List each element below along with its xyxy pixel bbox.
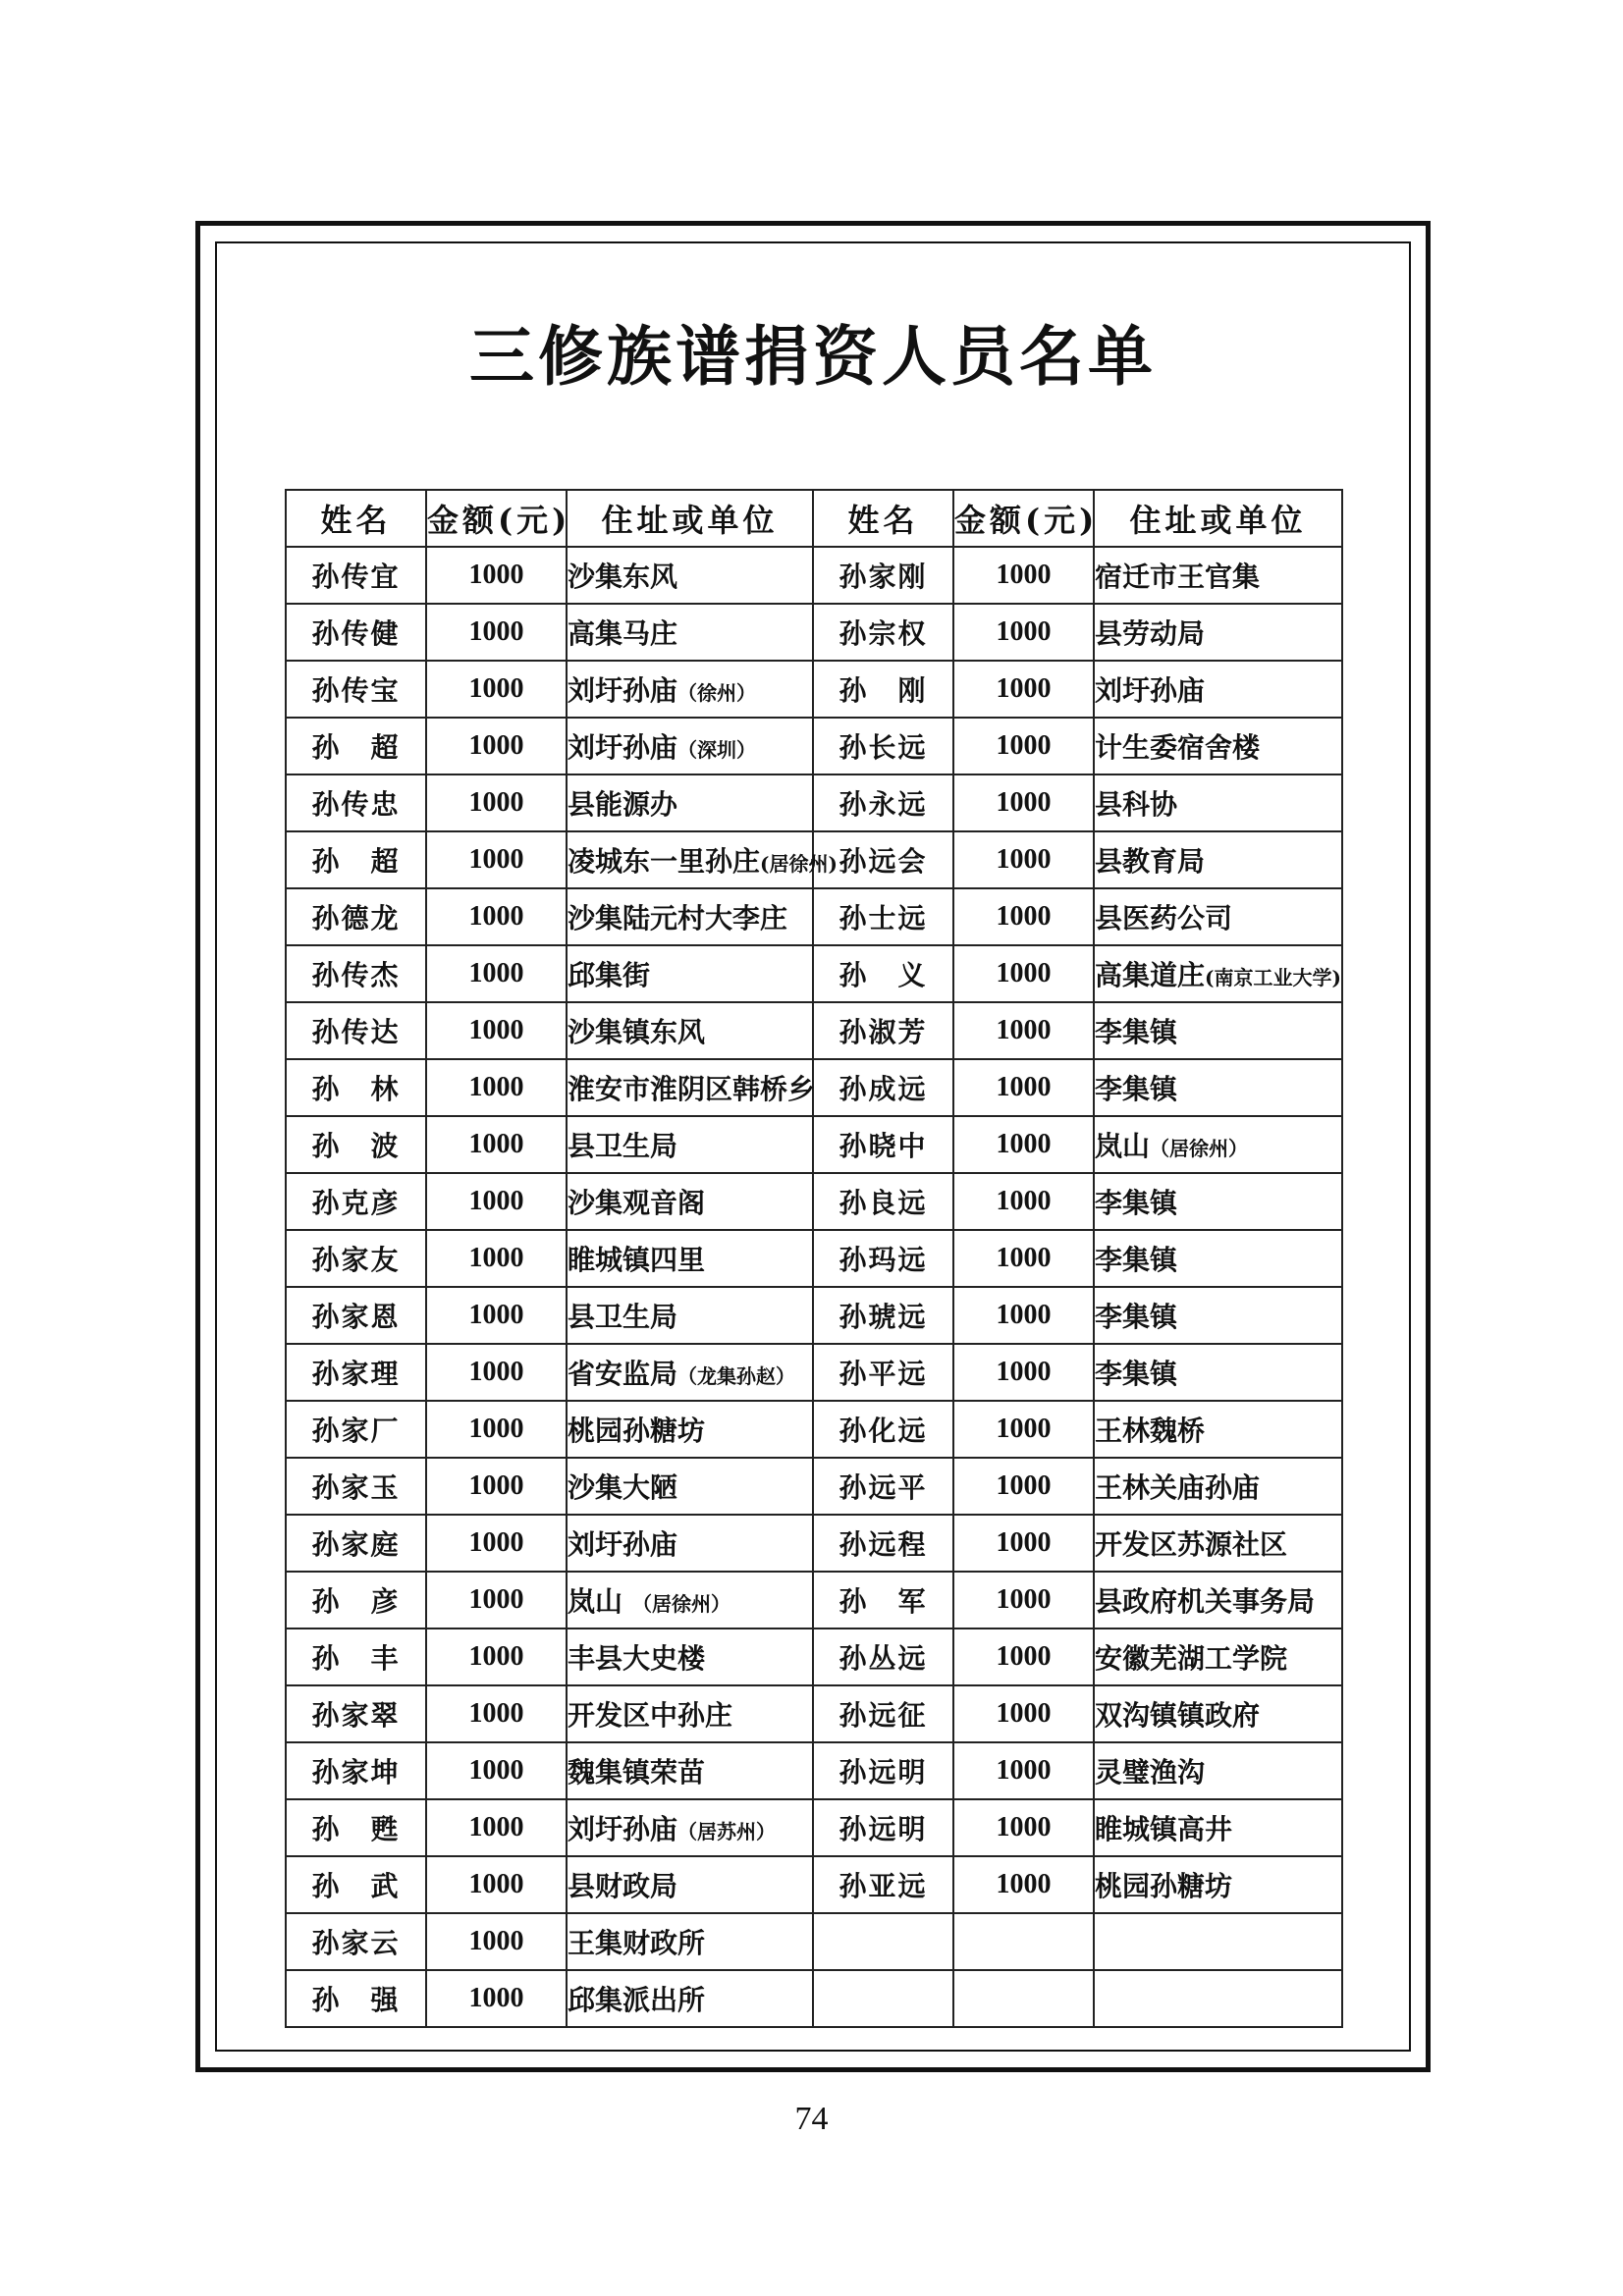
table-row [286, 1572, 1342, 1629]
donation-amount: 1000 [953, 1458, 1094, 1515]
donation-amount: 1000 [426, 547, 567, 604]
donor-name: 孙玛远 [813, 1230, 953, 1287]
donor-name: 孙传宜 [286, 547, 426, 604]
address-text: 高集道庄 [1095, 959, 1206, 991]
address-text: 刘圩孙庙 [568, 1528, 678, 1561]
address-text: 李集镇 [1095, 1187, 1178, 1219]
table-row [286, 604, 1342, 661]
donor-name: 孙化远 [813, 1401, 953, 1458]
donor-address [567, 1799, 813, 1856]
table-row [286, 945, 1342, 1002]
donor-name: 孙传宝 [286, 661, 426, 718]
donor-name: 孙 甦 [286, 1799, 426, 1856]
donor-name: 孙远程 [813, 1515, 953, 1572]
donor-name: 孙德龙 [286, 888, 426, 945]
donor-table [285, 489, 1343, 2028]
address-text: 李集镇 [1095, 1358, 1178, 1390]
table-row [286, 1515, 1342, 1572]
donor-name: 孙远平 [813, 1458, 953, 1515]
donation-amount: 1000 [426, 831, 567, 888]
donor-name: 孙 彦 [286, 1572, 426, 1629]
donor-address [1094, 1970, 1342, 2027]
donor-address [1094, 1344, 1342, 1401]
donation-amount: 1000 [426, 1458, 567, 1515]
donation-amount: 1000 [953, 547, 1094, 604]
donation-amount: 1000 [426, 1629, 567, 1685]
address-text: 安徽芜湖工学院 [1095, 1642, 1288, 1675]
donor-address [567, 1572, 813, 1629]
donor-name: 孙家庭 [286, 1515, 426, 1572]
donation-amount: 1000 [426, 1913, 567, 1970]
donor-address [567, 1287, 813, 1344]
donation-amount: 1000 [426, 1173, 567, 1230]
donor-address [1094, 1685, 1342, 1742]
table-row [286, 831, 1342, 888]
address-note: (居徐州) [760, 852, 838, 876]
donor-name [813, 1913, 953, 1970]
donor-name: 孙 丰 [286, 1629, 426, 1685]
address-text: 灵璧渔沟 [1095, 1756, 1206, 1789]
donor-address [567, 1458, 813, 1515]
donor-address [567, 945, 813, 1002]
table-row [286, 1458, 1342, 1515]
donor-address [1094, 1287, 1342, 1344]
address-text: 县科协 [1095, 788, 1178, 821]
address-note: (南京工业大学) [1205, 966, 1341, 989]
donation-amount: 1000 [426, 1116, 567, 1173]
donation-amount: 1000 [426, 1856, 567, 1913]
donor-name: 孙 刚 [813, 661, 953, 718]
donor-name: 孙家云 [286, 1913, 426, 1970]
donation-amount: 1000 [953, 1401, 1094, 1458]
donor-name: 孙丛远 [813, 1629, 953, 1685]
donor-name: 孙晓中 [813, 1116, 953, 1173]
donation-amount: 1000 [426, 1230, 567, 1287]
donation-amount: 1000 [426, 1515, 567, 1572]
donor-name: 孙长远 [813, 718, 953, 774]
table-row [286, 1856, 1342, 1913]
donor-address [1094, 1856, 1342, 1913]
donation-amount: 1000 [953, 1059, 1094, 1116]
donor-name: 孙士远 [813, 888, 953, 945]
header-amount: 金额(元) [426, 490, 567, 547]
donor-name: 孙亚远 [813, 1856, 953, 1913]
address-text: 桃园孙糖坊 [1095, 1870, 1233, 1902]
address-note: （深圳） [677, 738, 757, 762]
address-text: 刘圩孙庙 [568, 674, 678, 707]
donor-address [567, 1230, 813, 1287]
donation-amount: 1000 [426, 774, 567, 831]
donor-address [567, 1913, 813, 1970]
address-text: 县政府机关事务局 [1095, 1585, 1316, 1618]
donor-address [1094, 1230, 1342, 1287]
donor-table-body [286, 547, 1342, 2027]
donor-name: 孙宗权 [813, 604, 953, 661]
donor-name: 孙琥远 [813, 1287, 953, 1344]
donation-amount: 1000 [953, 888, 1094, 945]
address-text: 王林魏桥 [1095, 1415, 1206, 1447]
address-text: 刘圩孙庙 [1095, 674, 1206, 707]
address-text: 县能源办 [568, 788, 678, 821]
donor-address [1094, 888, 1342, 945]
donor-name: 孙 军 [813, 1572, 953, 1629]
donor-name: 孙家恩 [286, 1287, 426, 1344]
address-text: 丰县大史楼 [568, 1642, 706, 1675]
table-row [286, 1799, 1342, 1856]
donor-name: 孙家厂 [286, 1401, 426, 1458]
donation-amount: 1000 [953, 1572, 1094, 1629]
table-header-row [286, 490, 1342, 547]
donation-amount: 1000 [953, 1287, 1094, 1344]
donor-name: 孙家刚 [813, 547, 953, 604]
donor-address [1094, 1002, 1342, 1059]
table-row [286, 1742, 1342, 1799]
address-text: 沙集观音阁 [568, 1187, 706, 1219]
donor-address [567, 888, 813, 945]
donation-amount: 1000 [426, 1970, 567, 2027]
table-row [286, 547, 1342, 604]
address-text: 王林关庙孙庙 [1095, 1471, 1261, 1504]
address-text: 宿迁市王官集 [1095, 561, 1261, 593]
donation-amount: 1000 [426, 1799, 567, 1856]
donor-name: 孙 武 [286, 1856, 426, 1913]
donation-amount: 1000 [426, 661, 567, 718]
donation-amount: 1000 [426, 1344, 567, 1401]
donor-name [813, 1970, 953, 2027]
donor-name: 孙 林 [286, 1059, 426, 1116]
donation-amount: 1000 [426, 1002, 567, 1059]
donation-amount: 1000 [426, 1685, 567, 1742]
donation-amount: 1000 [426, 718, 567, 774]
donation-amount: 1000 [953, 661, 1094, 718]
donor-name: 孙 强 [286, 1970, 426, 2027]
address-note: （龙集孙赵） [677, 1364, 796, 1388]
donation-amount: 1000 [426, 1059, 567, 1116]
donor-name: 孙家理 [286, 1344, 426, 1401]
table-row [286, 718, 1342, 774]
donor-name: 孙家友 [286, 1230, 426, 1287]
donation-amount: 1000 [953, 1116, 1094, 1173]
donor-address [567, 1173, 813, 1230]
donor-address [567, 1856, 813, 1913]
address-text: 沙集东风 [568, 561, 678, 593]
donation-amount [953, 1970, 1094, 2027]
donor-address [567, 1742, 813, 1799]
donation-amount: 1000 [953, 1799, 1094, 1856]
donor-name: 孙家坤 [286, 1742, 426, 1799]
address-text: 李集镇 [1095, 1244, 1178, 1276]
donation-amount: 1000 [953, 1856, 1094, 1913]
table-row [286, 1059, 1342, 1116]
address-text: 沙集陆元村大李庄 [568, 902, 788, 934]
donation-amount: 1000 [953, 1742, 1094, 1799]
donation-amount: 1000 [953, 831, 1094, 888]
donor-address [567, 1685, 813, 1742]
address-text: 李集镇 [1095, 1073, 1178, 1105]
donation-amount: 1000 [953, 1230, 1094, 1287]
address-text: 李集镇 [1095, 1301, 1178, 1333]
donation-amount: 1000 [953, 1515, 1094, 1572]
donor-address [567, 1515, 813, 1572]
address-text: 岚山 [1095, 1130, 1151, 1162]
donor-name: 孙传健 [286, 604, 426, 661]
address-note: （居苏州） [677, 1820, 777, 1843]
donor-name: 孙远征 [813, 1685, 953, 1742]
address-text: 县教育局 [1095, 845, 1206, 878]
table-row [286, 1116, 1342, 1173]
donor-address [1094, 945, 1342, 1002]
address-text: 魏集镇荣苗 [568, 1756, 706, 1789]
donation-amount: 1000 [953, 1344, 1094, 1401]
table-row [286, 1002, 1342, 1059]
donor-address [1094, 604, 1342, 661]
table-row [286, 1913, 1342, 1970]
donor-address [567, 604, 813, 661]
donor-name: 孙 超 [286, 718, 426, 774]
address-text: 桃园孙糖坊 [568, 1415, 706, 1447]
donor-address [567, 1401, 813, 1458]
donor-address [567, 1344, 813, 1401]
donor-address [1094, 1173, 1342, 1230]
donation-amount: 1000 [426, 1742, 567, 1799]
donor-address [567, 1002, 813, 1059]
donor-name: 孙远明 [813, 1799, 953, 1856]
address-text: 邱集街 [568, 959, 651, 991]
donation-amount: 1000 [953, 1629, 1094, 1685]
address-text: 高集马庄 [568, 617, 678, 650]
table-row [286, 888, 1342, 945]
donor-name: 孙 超 [286, 831, 426, 888]
address-text: 沙集镇东风 [568, 1016, 706, 1048]
table-row [286, 1685, 1342, 1742]
donation-amount [953, 1913, 1094, 1970]
donation-amount: 1000 [953, 1173, 1094, 1230]
donor-address [567, 1116, 813, 1173]
table-row [286, 1970, 1342, 2027]
address-note: （居徐州） [622, 1592, 731, 1616]
donor-name: 孙家玉 [286, 1458, 426, 1515]
donation-amount: 1000 [953, 1685, 1094, 1742]
donation-amount: 1000 [426, 604, 567, 661]
donor-address [567, 1629, 813, 1685]
address-text: 县劳动局 [1095, 617, 1206, 650]
header-address: 住址或单位 [1094, 490, 1342, 547]
donor-name: 孙家翠 [286, 1685, 426, 1742]
address-text: 淮安市淮阴区韩桥乡 [568, 1073, 816, 1105]
header-amount: 金额(元) [953, 490, 1094, 547]
donor-address [1094, 1059, 1342, 1116]
page-title: 三修族谱捐资人员名单 [469, 318, 1157, 395]
page-number: 74 [794, 2101, 829, 2137]
header-address: 住址或单位 [567, 490, 813, 547]
table-row [286, 1401, 1342, 1458]
donation-amount: 1000 [953, 774, 1094, 831]
address-text: 县财政局 [568, 1870, 678, 1902]
donation-amount: 1000 [953, 718, 1094, 774]
address-text: 计生委宿舍楼 [1095, 731, 1261, 764]
donor-address [1094, 661, 1342, 718]
donor-name: 孙 义 [813, 945, 953, 1002]
donor-address [567, 718, 813, 774]
donation-amount: 1000 [953, 945, 1094, 1002]
donor-name: 孙克彦 [286, 1173, 426, 1230]
donor-address [567, 661, 813, 718]
address-text: 王集财政所 [568, 1927, 706, 1959]
table-row [286, 774, 1342, 831]
donor-name: 孙传达 [286, 1002, 426, 1059]
header-name: 姓名 [286, 490, 426, 547]
donor-name: 孙成远 [813, 1059, 953, 1116]
donor-address [1094, 1799, 1342, 1856]
donor-address [1094, 774, 1342, 831]
donor-name: 孙传杰 [286, 945, 426, 1002]
address-text: 双沟镇镇政府 [1095, 1699, 1261, 1732]
address-note: （徐州） [677, 681, 757, 705]
donor-address [1094, 718, 1342, 774]
donation-amount: 1000 [953, 604, 1094, 661]
donor-address [1094, 1401, 1342, 1458]
address-text: 邱集派出所 [568, 1984, 706, 2016]
address-text: 县卫生局 [568, 1130, 678, 1162]
address-text: 岚山 [568, 1585, 623, 1618]
donor-name: 孙传忠 [286, 774, 426, 831]
donor-address [1094, 1116, 1342, 1173]
donor-name: 孙良远 [813, 1173, 953, 1230]
table-row [286, 1629, 1342, 1685]
donation-amount: 1000 [426, 1572, 567, 1629]
donor-address [1094, 1515, 1342, 1572]
address-text: 刘圩孙庙 [568, 731, 678, 764]
donor-address [1094, 1458, 1342, 1515]
table-row [286, 661, 1342, 718]
donor-address [1094, 1742, 1342, 1799]
address-text: 县医药公司 [1095, 902, 1233, 934]
donor-address [567, 831, 838, 888]
donor-address [567, 547, 813, 604]
donor-address [1094, 1572, 1342, 1629]
donor-address [567, 1059, 816, 1116]
donor-name: 孙平远 [813, 1344, 953, 1401]
table-row [286, 1287, 1342, 1344]
donation-amount: 1000 [426, 1401, 567, 1458]
address-text: 睢城镇四里 [568, 1244, 706, 1276]
donor-address [1094, 547, 1342, 604]
table-row [286, 1344, 1342, 1401]
donor-address [1094, 1913, 1342, 1970]
donor-name: 孙远明 [813, 1742, 953, 1799]
donor-name: 孙永远 [813, 774, 953, 831]
donor-name: 孙远会 [813, 831, 953, 888]
address-text: 凌城东一里孙庄 [568, 845, 761, 878]
address-text: 开发区中孙庄 [568, 1699, 733, 1732]
donation-amount: 1000 [426, 888, 567, 945]
table-row [286, 1230, 1342, 1287]
address-text: 省安监局 [568, 1358, 678, 1390]
donor-name: 孙淑芳 [813, 1002, 953, 1059]
donation-amount: 1000 [426, 1287, 567, 1344]
donation-amount: 1000 [426, 945, 567, 1002]
donor-address [1094, 1629, 1342, 1685]
address-text: 李集镇 [1095, 1016, 1178, 1048]
donor-address [567, 1970, 813, 2027]
address-text: 睢城镇高井 [1095, 1813, 1233, 1845]
address-note: （居徐州） [1150, 1137, 1249, 1160]
donor-name: 孙 波 [286, 1116, 426, 1173]
table-row [286, 1173, 1342, 1230]
donation-amount: 1000 [953, 1002, 1094, 1059]
donor-address [1094, 831, 1342, 888]
address-text: 开发区苏源社区 [1095, 1528, 1288, 1561]
address-text: 县卫生局 [568, 1301, 678, 1333]
address-text: 刘圩孙庙 [568, 1813, 678, 1845]
donor-address [567, 774, 813, 831]
address-text: 沙集大陋 [568, 1471, 678, 1504]
header-name: 姓名 [813, 490, 953, 547]
